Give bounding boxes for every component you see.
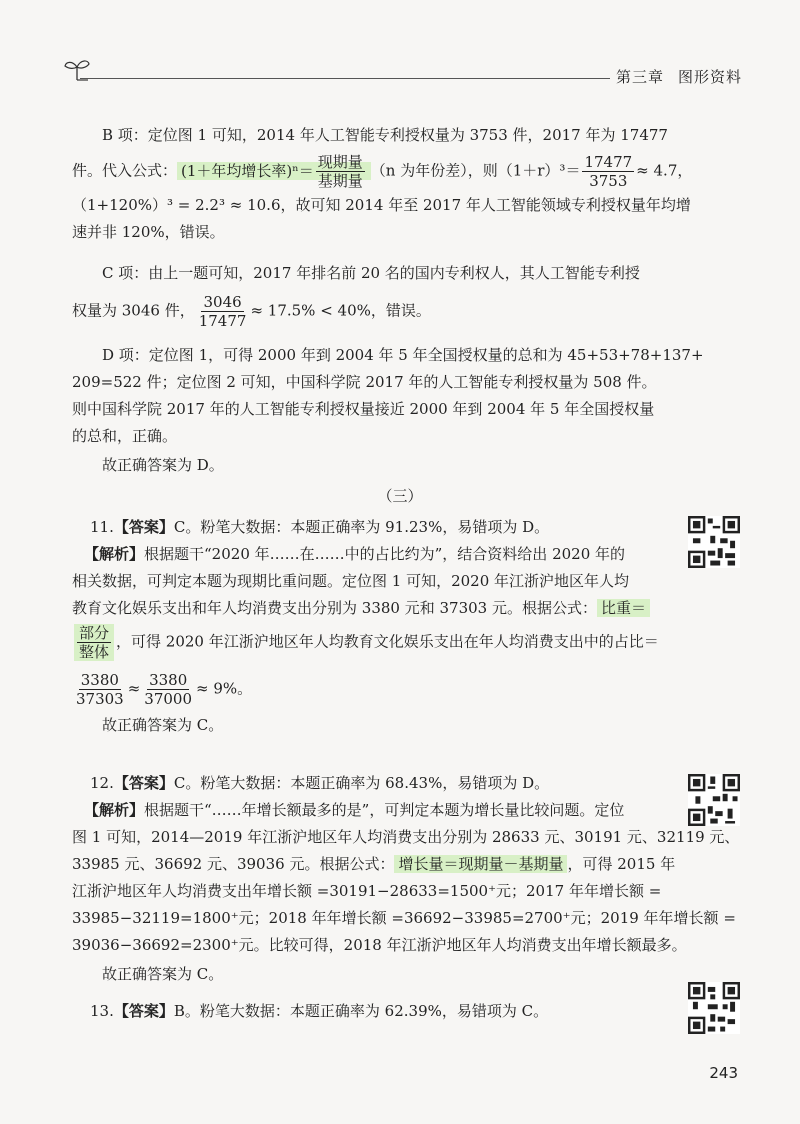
b-line-1: B 项：定位图 1 可知，2014 年人工智能专利授权量为 3753 件，2017 年为 17477 <box>102 126 668 144</box>
q12-analysis-line-5: 33985−32119=1800⁺元；2018 年年增长额 =36692−33985=2700⁺元；2019 年年增长额 = <box>72 909 736 927</box>
b-line-2-end: ≈ 4.7， <box>636 161 693 180</box>
q11-f2-num: 3380 <box>149 671 188 689</box>
q11-analysis-label: 【解析】 <box>84 545 145 563</box>
b-line-2-prefix: 件。代入公式： <box>72 161 178 180</box>
q12-analysis-line-3 <box>72 851 740 878</box>
q12-answer-label: 【答案】 <box>113 774 174 792</box>
q13-answer-text: B。粉笔大数据：本题正确率为 62.39%，易错项为 C。 <box>173 1002 549 1020</box>
q11-frac-2 <box>142 671 194 708</box>
b-line-2 <box>72 153 740 190</box>
qr-code-icon[interactable] <box>688 774 740 826</box>
c-item <box>72 260 740 330</box>
q11-number: 11. <box>90 518 114 536</box>
q11-calc-line <box>72 671 740 708</box>
q11-formula-highlight: 比重＝ <box>597 599 650 617</box>
c-fraction <box>197 293 249 330</box>
q12-line-3-prefix: 33985 元、36692 元、39036 元。根据公式： <box>72 855 395 873</box>
c-line-2-end: ≈ 17.5% < 40%，错误。 <box>250 301 431 320</box>
formula-denominator: 基期量 <box>317 172 363 190</box>
q11-f2-den: 37000 <box>144 690 193 708</box>
formula-fraction <box>316 153 365 190</box>
d-line-1: D 项：定位图 1，可得 2000 年到 2004 年 5 年全国授权量的总和为 45+53+78+137+ <box>102 346 704 364</box>
qr-code-icon[interactable] <box>688 516 740 568</box>
q11 <box>72 514 740 739</box>
formula-left: (1＋年均增长率)ⁿ＝ <box>181 161 314 180</box>
q11-calc-end: ≈ 9%。 <box>196 679 253 698</box>
q11-analysis-text-1: 根据题干“2020 年……在……中的占比约为”，结合资料给出 2020 年的 <box>144 545 626 563</box>
q12-analysis-line-2: 图 1 可知，2014—2019 年江浙沪地区年人均消费支出分别为 28633 元、30191 元、32119 元、 <box>72 828 740 846</box>
formula-numerator: 现期量 <box>317 153 363 171</box>
q11-analysis-line-3 <box>72 595 740 622</box>
chapter-title: 图形资料 <box>677 68 742 86</box>
q13-answer-line <box>72 998 740 1025</box>
d-line-4: 的总和，正确。 <box>72 427 178 445</box>
b-line-3: （1+120%）³ = 2.2³ ≈ 10.6，故可知 2014 年至 2017 年人工智能领域专利授权量年均增 <box>72 196 691 214</box>
q11-analysis-line-2: 相关数据，可判定本题为现期比重问题。定位图 1 可知，2020 年江浙沪地区年人均 <box>72 572 630 590</box>
q12-final-answer: 故正确答案为 C。 <box>102 965 224 983</box>
b-line-4: 速并非 120%，错误。 <box>72 223 225 241</box>
q11-analysis-line-1 <box>72 541 740 568</box>
d-line-3: 则中国科学院 2017 年的人工智能专利授权量接近 2000 年到 2004 年 5 年全国授权量 <box>72 400 655 418</box>
q11-line-3-prefix: 教育文化娱乐支出和年人均消费支出分别为 3380 元和 37303 元。根据公式： <box>72 599 597 617</box>
q12-analysis-label: 【解析】 <box>84 801 145 819</box>
c-line-2-prefix: 权量为 3046 件， <box>72 301 195 320</box>
q12-formula-highlight: 增长量＝现期量－基期量 <box>394 855 567 873</box>
q11-approx: ≈ <box>127 679 141 698</box>
c-line-1: C 项：由上一题可知，2017 年排名前 20 名的国内专利权人，其人工智能专利授 <box>102 264 640 282</box>
qr-code-icon[interactable] <box>688 982 740 1034</box>
q11-answer-label: 【答案】 <box>113 518 174 536</box>
q13-answer-label: 【答案】 <box>113 1002 174 1020</box>
q12-answer-text: C。粉笔大数据：本题正确率为 68.43%，易错项为 D。 <box>173 774 550 792</box>
q11-f1-den: 37303 <box>76 690 124 708</box>
q11-analysis-line-4 <box>72 624 740 661</box>
b-line-2-mid: （n 为年份差），则（1＋r）³＝ <box>370 161 581 180</box>
q12-answer-line <box>72 770 740 797</box>
page-number: 243 <box>709 1064 738 1082</box>
q12-number: 12. <box>90 774 114 792</box>
b-item <box>72 122 740 246</box>
q12 <box>72 770 740 988</box>
q12-analysis-line-6: 39036−36692=2300⁺元。比较可得，2018 年江浙沪地区年人均消费支出年增长额最多。 <box>72 936 687 954</box>
c-line-2 <box>72 293 740 330</box>
growth-formula-highlight <box>177 153 371 190</box>
q11-answer-text: C。粉笔大数据：本题正确率为 91.23%，易错项为 D。 <box>173 518 550 536</box>
q13-number: 13. <box>90 1002 114 1020</box>
sprout-icon <box>62 54 92 84</box>
d-item <box>72 342 740 479</box>
answer-d: 故正确答案为 D。 <box>102 456 224 474</box>
d-line-2: 209=522 件；定位图 2 可知，中国科学院 2017 年的人工智能专利授权量为 508 件。 <box>72 373 657 391</box>
section-title: （三） <box>377 487 423 505</box>
q11-answer-line <box>72 514 740 541</box>
q11-f1-num: 3380 <box>80 671 119 689</box>
q12-analysis-line-4: 江浙沪地区年人均消费支出年增长额 =30191−28633=1500⁺元；2017 年年增长额 = <box>72 882 662 900</box>
q11-final-answer: 故正确答案为 C。 <box>102 716 224 734</box>
q12-analysis-line-1 <box>72 797 740 824</box>
q11-whole: 整体 <box>79 643 110 661</box>
q11-line-4-text: ，可得 2020 年江浙沪地区年人均教育文化娱乐支出在年人均消费支出中的占比＝ <box>116 632 659 651</box>
q11-part: 部分 <box>79 624 110 642</box>
b-frac-num: 17477 <box>584 153 633 171</box>
c-frac-num: 3046 <box>203 293 242 311</box>
q12-line-3-end: ，可得 2015 年 <box>567 855 676 873</box>
b-fraction <box>582 153 634 190</box>
q11-part-whole-fraction <box>74 624 114 661</box>
b-frac-den: 3753 <box>589 172 628 190</box>
q12-analysis-text-1: 根据题干“……年增长额最多的是”，可判定本题为增长量比较问题。定位 <box>144 801 625 819</box>
chapter-label: 第三章 <box>615 68 664 86</box>
c-frac-den: 17477 <box>198 312 247 330</box>
q11-frac-1 <box>74 671 126 708</box>
running-header <box>610 66 742 87</box>
q13 <box>72 998 740 1025</box>
